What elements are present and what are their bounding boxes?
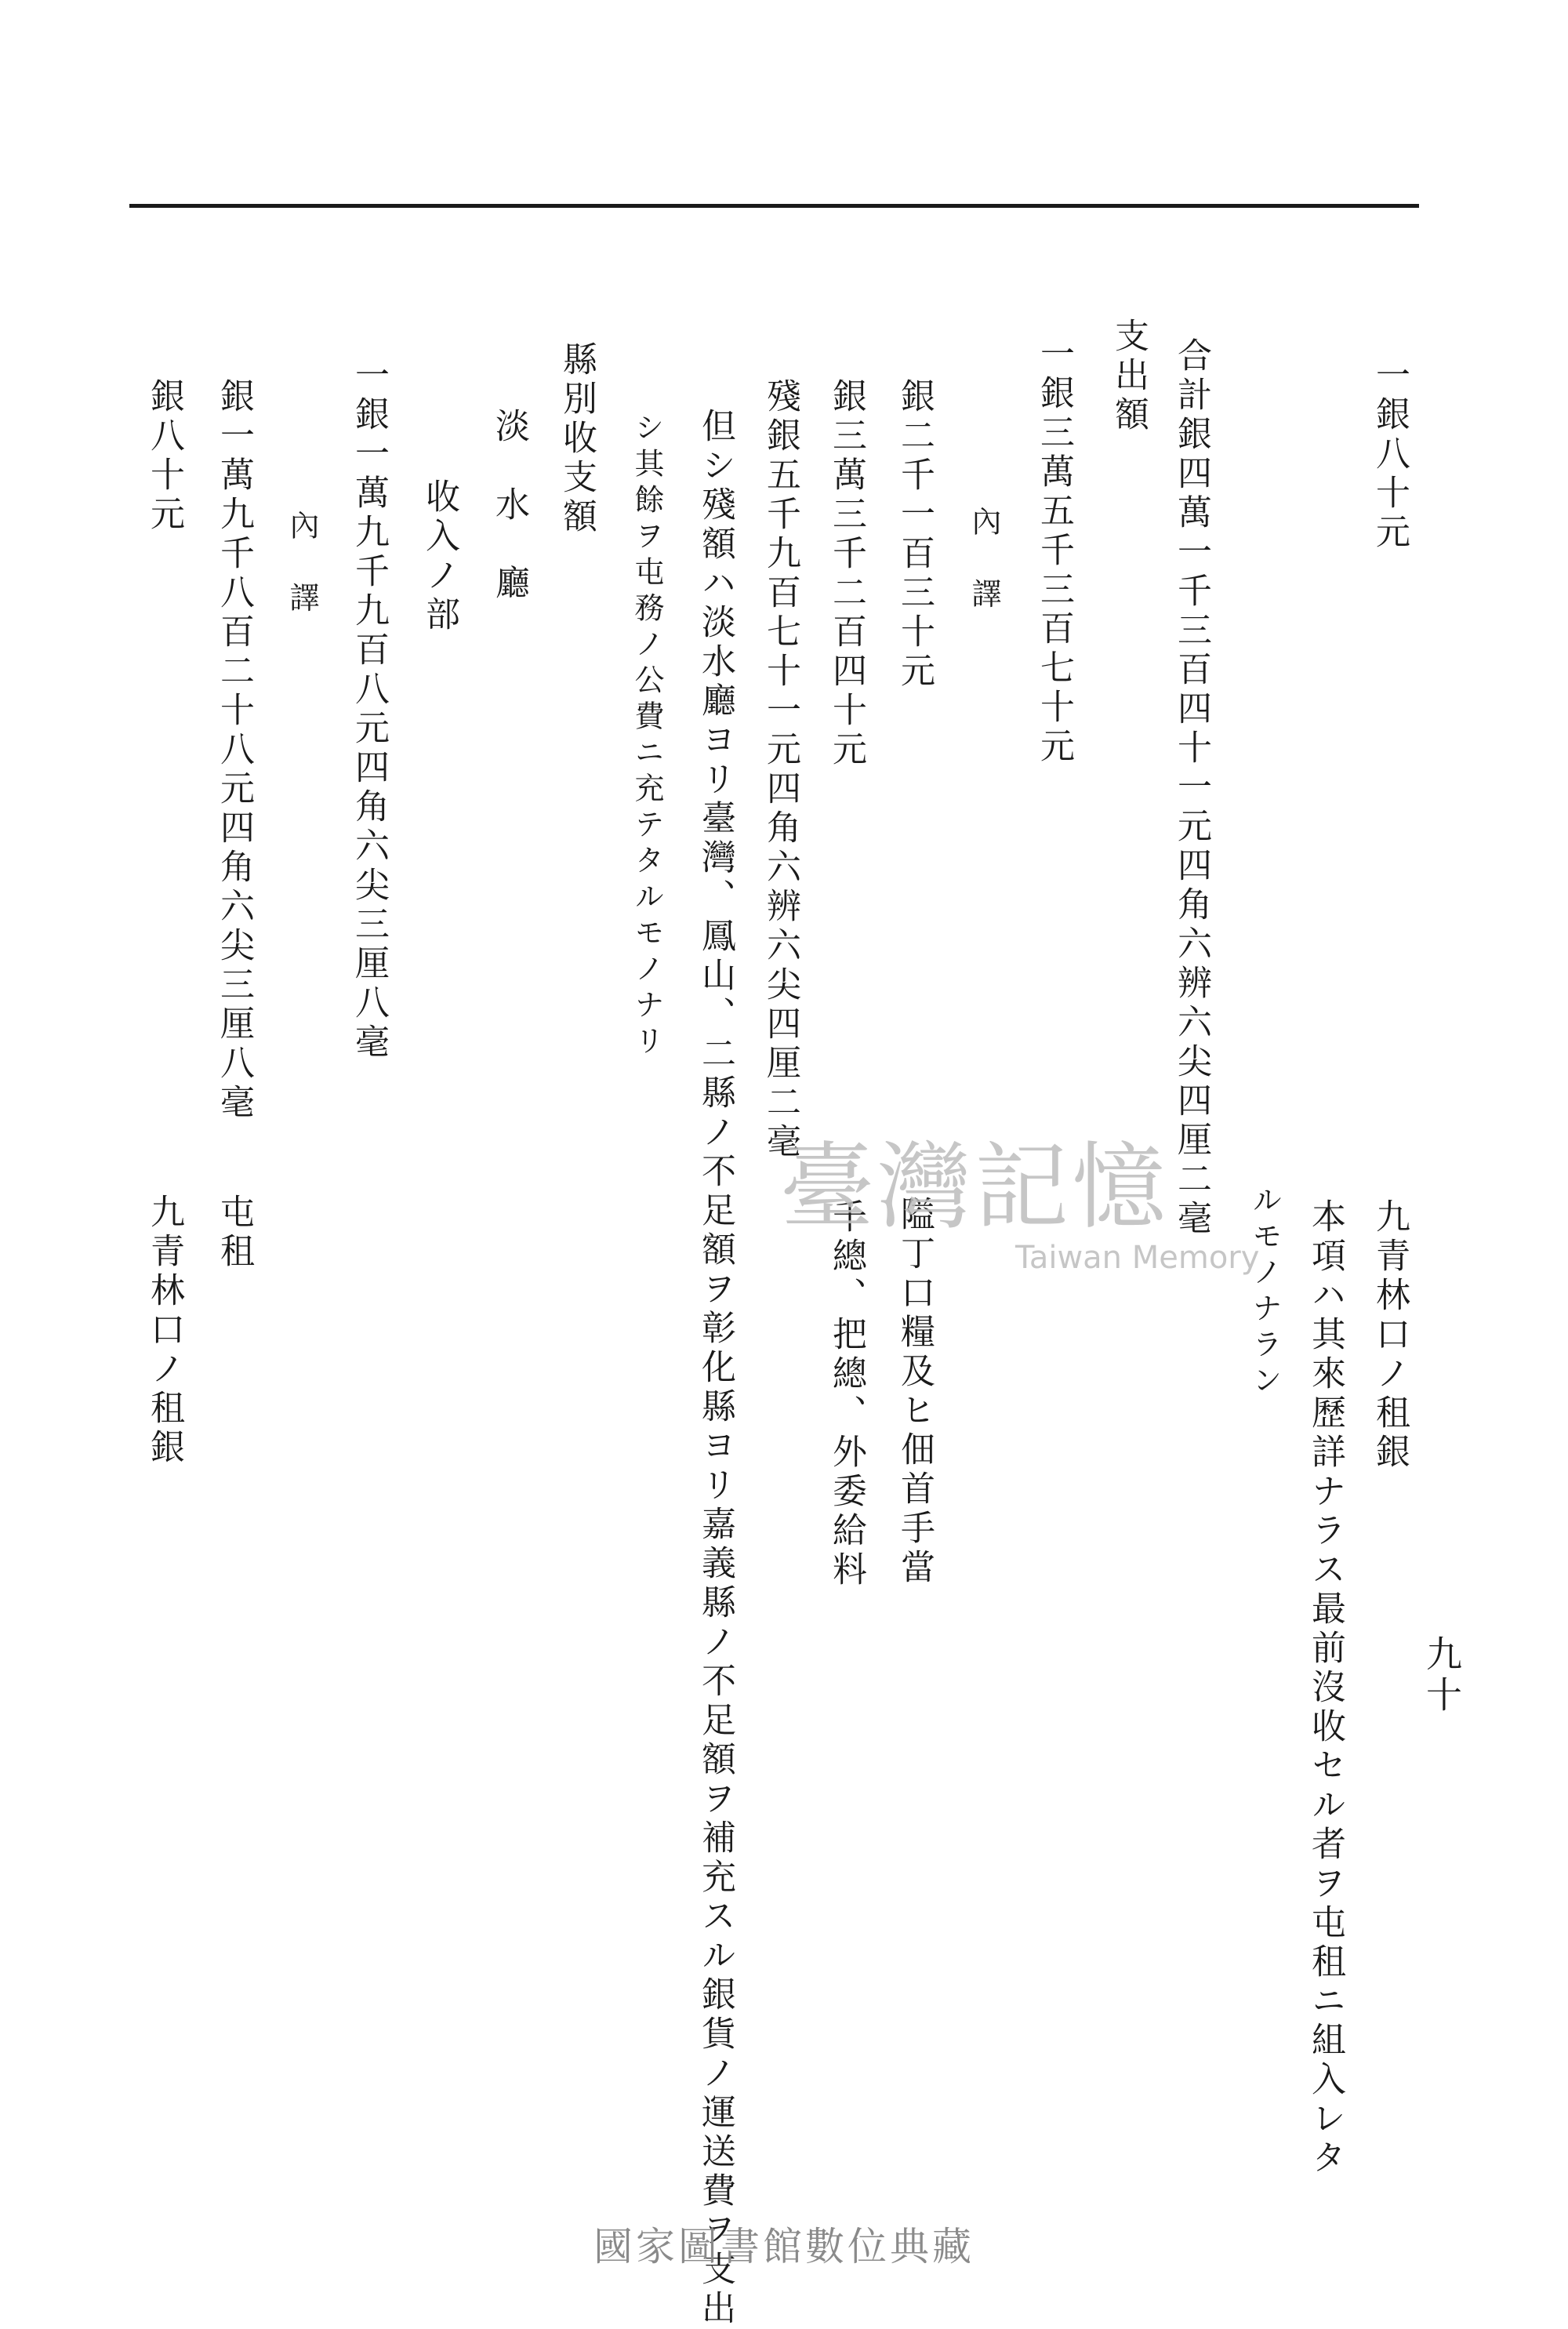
- text-column-1: 九青林口ノ租銀: [1370, 1198, 1410, 1473]
- watermark: [780, 1133, 1260, 1276]
- text-column-16: 縣別收支額: [557, 341, 597, 537]
- watermark-english: Taiwan Memory: [1015, 1240, 1260, 1276]
- text-column-5: 合計銀四萬一千三百四十一元四角六辨六尖四厘二毫: [1171, 337, 1211, 1239]
- page-number: 九十: [1421, 1635, 1463, 1717]
- text-column-9: 銀二千一百三十元: [895, 378, 935, 692]
- text-column-23: 銀八十元: [144, 378, 184, 535]
- text-column-22: 屯租: [214, 1194, 254, 1272]
- text-column-12: 千總、把總、外委給料: [826, 1198, 866, 1590]
- text-column-7: 一銀三萬五千三百七十元: [1034, 336, 1074, 767]
- text-column-3: ルモノナラン: [1247, 1184, 1282, 1401]
- text-column-10: 隘丁口糧及ヒ佃首手當: [895, 1196, 935, 1588]
- text-column-19: 一銀一萬九千九百八元四角六尖三厘八毫: [349, 357, 389, 1063]
- text-column-14: 但シ殘額ハ淡水廳ヨリ臺灣、鳳山、二縣ノ不足額ヲ彰化縣ヨリ嘉義縣ノ不足額ヲ補充スル銀貨ノ運送費ヲ支出: [695, 408, 735, 2329]
- text-column-18: 收入ノ部: [419, 478, 459, 635]
- text-column-20: 內 譯: [285, 510, 319, 618]
- text-column-17: 淡 水 廳: [489, 408, 529, 604]
- text-column-8: 內 譯: [967, 506, 1001, 614]
- text-column-21: 銀一萬九千八百二十八元四角六尖三厘八毫: [214, 378, 254, 1123]
- text-column-11: 銀三萬三千二百四十元: [826, 378, 866, 770]
- text-column-6: 支出額: [1109, 318, 1149, 435]
- text-column-13: 殘銀五千九百七十一元四角六辨六尖四厘二毫: [760, 378, 800, 1162]
- text-column-2: 本項ハ其來歷詳ナラス最前沒收セル者ヲ屯租ニ組入レタ: [1305, 1198, 1345, 2178]
- text-column-24: 九青林口ノ租銀: [144, 1194, 184, 1468]
- watermark-chinese: 臺灣記憶: [780, 1133, 1169, 1242]
- text-column-4: 一銀八十元: [1370, 357, 1410, 553]
- text-column-15: シ其餘ヲ屯務ノ公費ニ充テタルモノナリ: [630, 412, 664, 1061]
- header-rule: [129, 204, 1419, 208]
- footer-credit: 國家圖書館數位典藏: [593, 2224, 975, 2269]
